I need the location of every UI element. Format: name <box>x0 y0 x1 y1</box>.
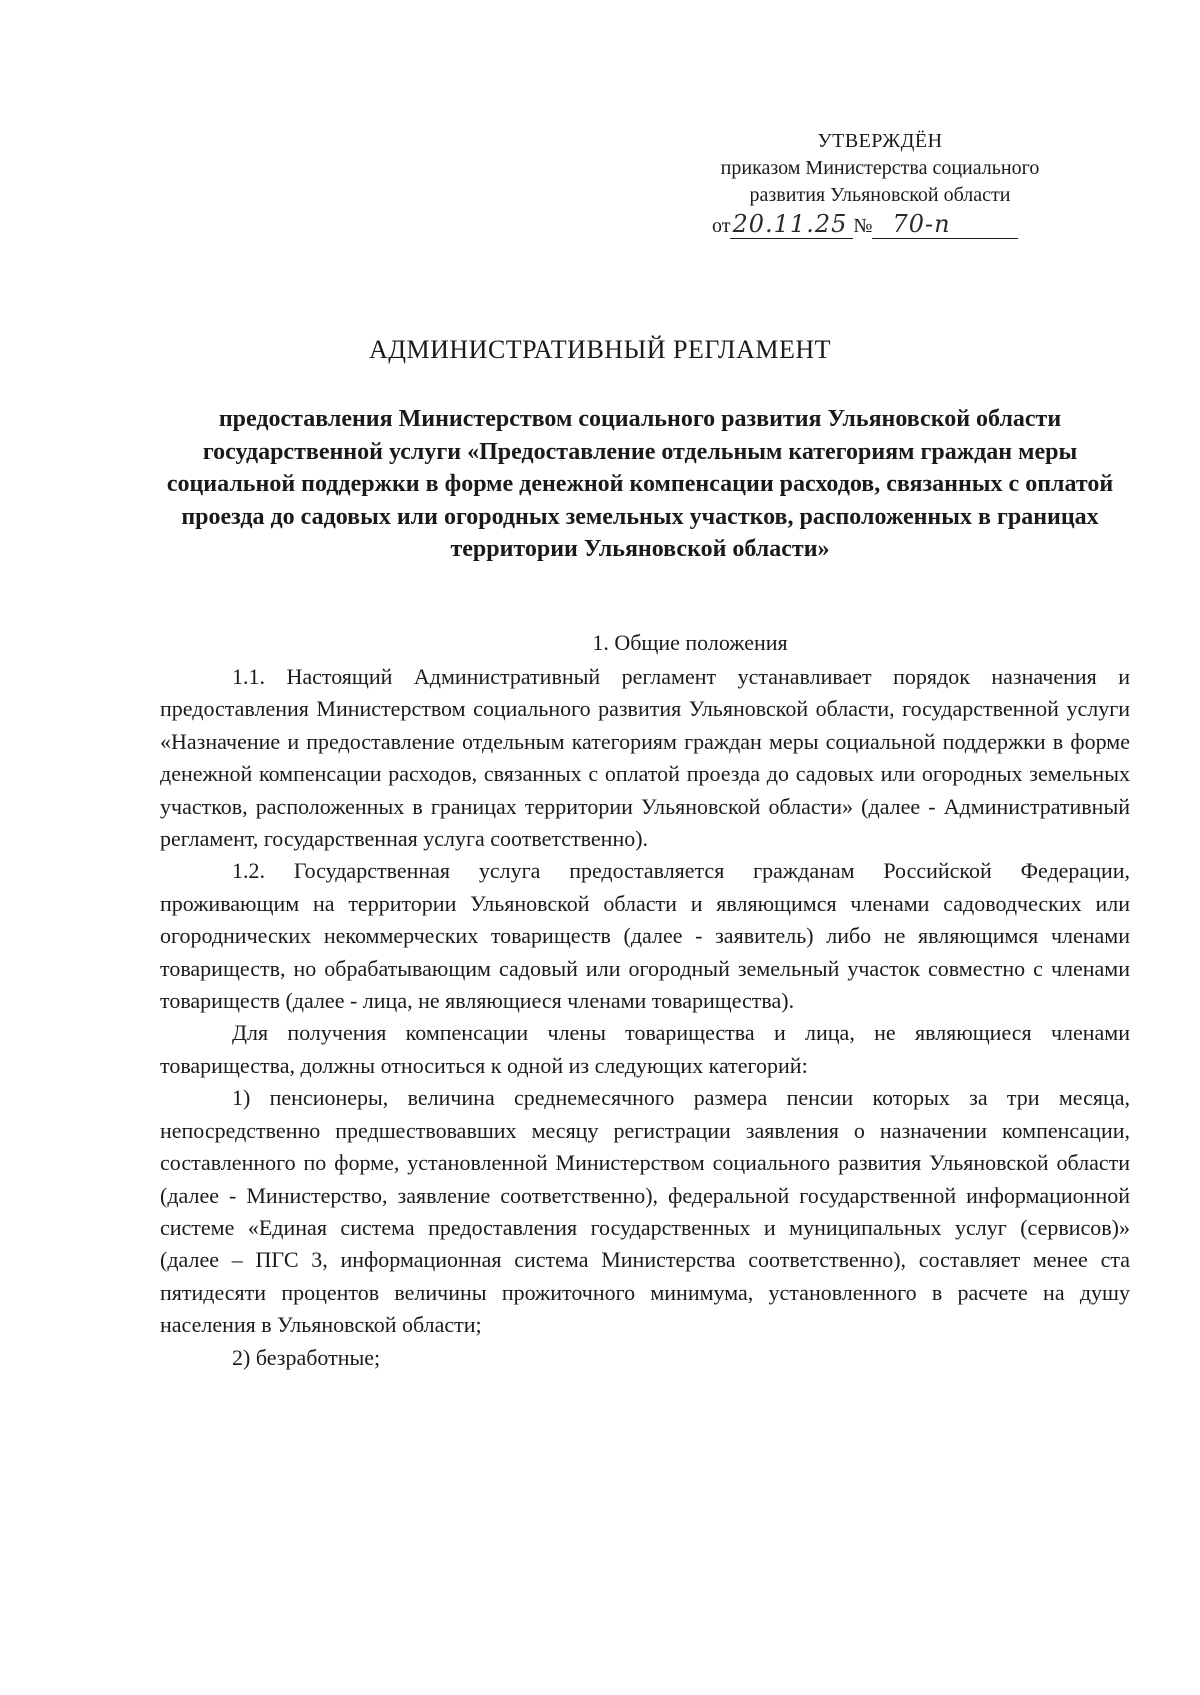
approval-block <box>640 128 1120 240</box>
document-title: АДМИНИСТРАТИВНЫЙ РЕГЛАМЕНТ <box>368 335 832 364</box>
document-body <box>160 661 1130 1374</box>
approval-heading: УТВЕРЖДЁН <box>817 130 943 152</box>
handwritten-date: 20.11.25 <box>730 211 853 239</box>
paragraph-1-2: 1.2. Государственная услуга предоставляется гражданам Российской Федерации, проживающим на территории Ульяновской области и являющимся членами садоводческих или огороднических некоммерческих товариществ (далее - заявитель) либо не являющимся членами товариществ, но обрабатывающим садовый или огородный земельный участок совместно с членами товариществ (далее - лица, не являющиеся членами товарищества). <box>160 858 1130 1014</box>
date-prefix: от <box>712 215 731 237</box>
section-heading: 1. Общие положения <box>592 630 788 655</box>
number-prefix: № <box>853 215 873 237</box>
approval-line-1: приказом Министерства социального <box>720 157 1040 179</box>
paragraph-categories-intro: Для получения компенсации члены товарищества и лица, не являющиеся членами товарищества, должны относиться к одной из следующих категорий: <box>160 1020 1130 1078</box>
list-item-pensioners: 1) пенсионеры, величина среднемесячного размера пенсии которых за три месяца, непосредственно предшествовавших месяцу регистрации заявления о назначении компенсации, составленного по форме, установленной Министерством социального развития Ульяновской области (далее - Министерство, заявление соответственно), федеральной государственной информационной системе «Единая система предоставления государственных и муниципальных услуг (сервисов)» (далее – ПГС 3, информационная система Министерства соответственно), составляет менее ста пятидесяти процентов величины прожиточного минимума, установленного в расчете на душу населения в Ульяновской области; <box>160 1085 1130 1338</box>
approval-line-2: развития Ульяновской области <box>749 184 1011 206</box>
list-item-unemployed: 2) безработные; <box>232 1344 381 1370</box>
handwritten-number: 70-п <box>872 211 1018 239</box>
approval-dateline <box>640 211 1120 240</box>
paragraph-1-1: 1.1. Настоящий Административный регламент устанавливает порядок назначения и предоставления Министерством социального развития Ульяновской области, государственной услуги «Назначение и предоставление отдельным категориям граждан меры социальной поддержки в форме денежной компенсации расходов, связанных с оплатой проезда до садовых или огородных земельных участков, расположенных в границах территории Ульяновской области» (далее - Административный регламент, государственная услуга соответственно). <box>160 664 1130 852</box>
document-subtitle: предоставления Министерством социального развития Ульяновской области государственной услуги «Предоставление отдельным категориям граждан меры социальной поддержки в форме денежной компенсации расходов, связанных с оплатой проезда до садовых или огородных земельных участков, расположенных в границах территории Ульяновской области» <box>166 406 1114 562</box>
